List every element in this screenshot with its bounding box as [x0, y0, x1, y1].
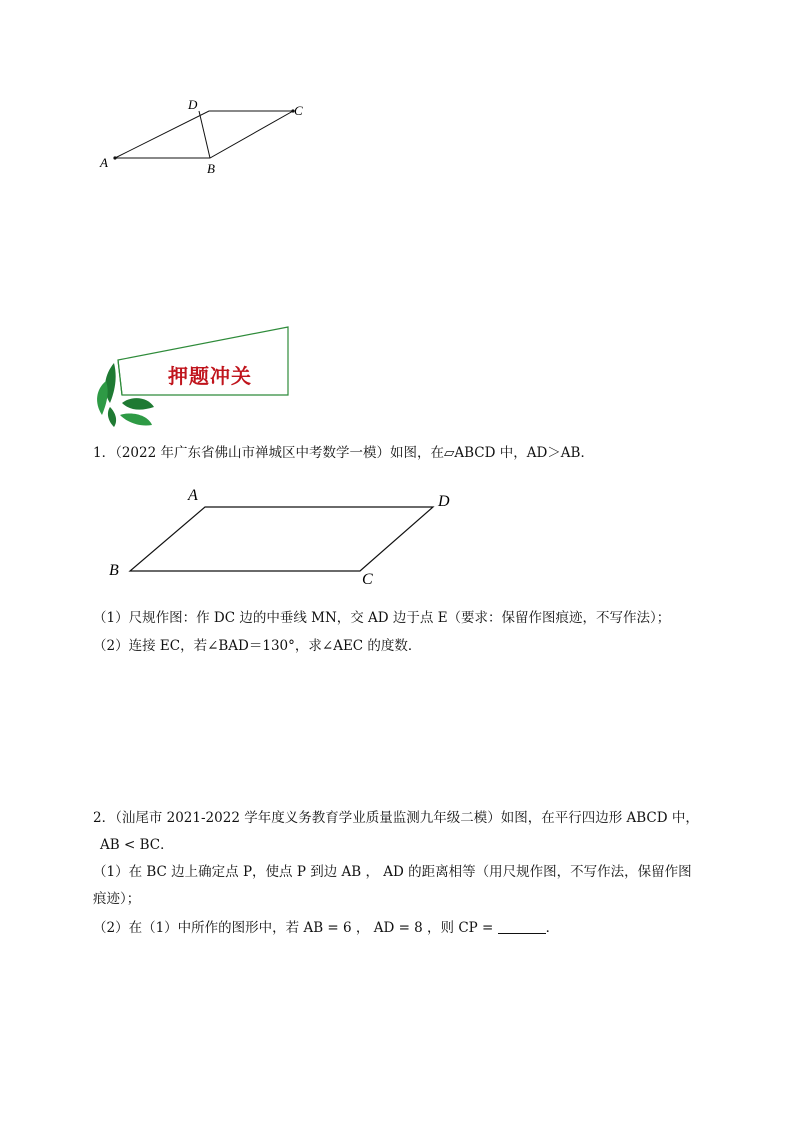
problem1-part2: （2）连接 EC，若∠BAD＝130°，求∠AEC 的度数． — [93, 638, 422, 654]
label-d: D — [188, 97, 198, 112]
banner-title: 押题冲关 — [168, 364, 252, 388]
leaf-icon — [122, 398, 154, 410]
problem1-intro: 1．（2022 年广东省佛山市禅城区中考数学一模）如图，在▱ABCD 中，AD＞AB． — [93, 445, 594, 461]
problem2-condition: AB < BC． — [100, 837, 174, 853]
leaf-icon — [120, 413, 152, 425]
parallelogram-abcd-problem1 — [130, 507, 433, 571]
leaf-icon — [97, 381, 108, 415]
problem2-part2-end: ． — [545, 920, 560, 936]
diagonal-bd — [199, 111, 210, 158]
label-c: C — [294, 103, 303, 118]
figure-parallelogram-problem1 — [100, 480, 470, 590]
problem2-part2-text: （2）在（1）中所作的图形中，若 AB = 6 ， AD = 8 ，则 CP = — [93, 920, 498, 936]
problem2-part1-line2: 痕迹）； — [93, 891, 141, 907]
label-d: D — [438, 493, 450, 510]
label-b: B — [109, 562, 119, 579]
label-a: A — [188, 487, 198, 504]
answer-blank[interactable] — [498, 919, 546, 934]
problem1-part1: （1）尺规作图：作 DC 边的中垂线 MN，交 AD 边于点 E（要求：保留作图痕迹，不写作法）； — [93, 610, 671, 626]
label-b: B — [207, 161, 215, 176]
problem2-intro: 2．（汕尾市 2021-2022 学年度义务教育学业质量监测九年级二模）如图，在平行四边形 ABCD 中， — [93, 810, 699, 826]
label-c: C — [362, 571, 373, 588]
problem2-part1-line1: （1）在 BC 边上确定点 P，使点 P 到边 AB ， AD 的距离相等（用尺规作图，不写作法，保留作图 — [93, 864, 692, 880]
problem2-part2 — [93, 918, 559, 938]
label-a: A — [100, 155, 108, 170]
leaf-icon — [108, 407, 116, 427]
figure-parallelogram-top — [90, 90, 320, 185]
